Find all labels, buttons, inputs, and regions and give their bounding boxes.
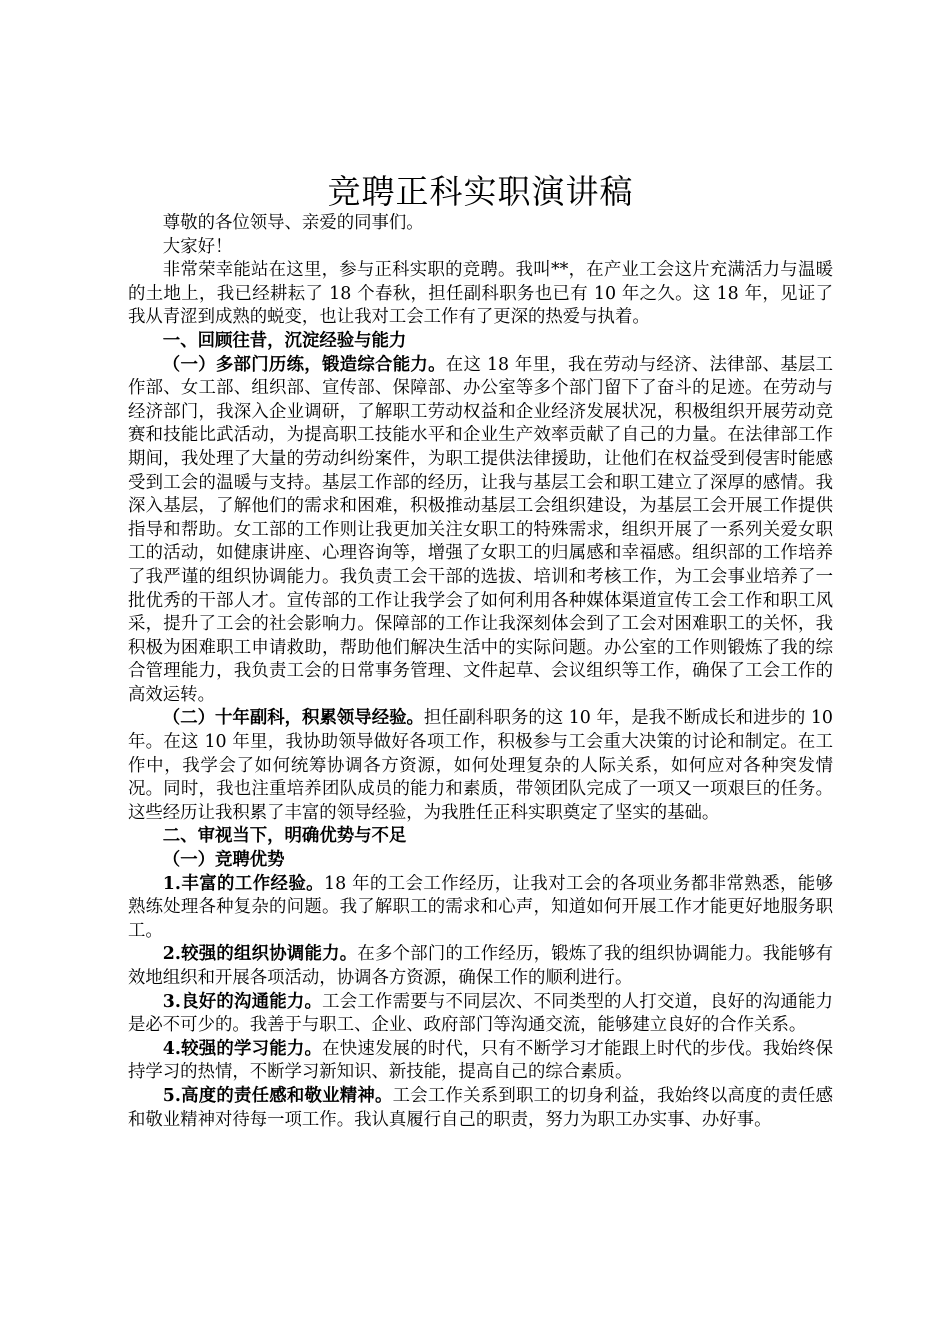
paragraph-text: 18 年的工会工作经历，让我对工会的各项业务都非常熟悉，能够熟练处理各种复杂的问题。我了解职工的需求和心声，知道如何开展工作才能更好地服务职工。 [128,873,833,941]
paragraph-lead: （二）十年副科，积累领导经验。 [162,708,424,729]
heading-text: （一）竞聘优势 [162,850,285,871]
body-paragraph [128,873,833,944]
body-paragraph [128,991,833,1038]
body-paragraph [128,943,833,990]
section-heading [128,825,833,849]
greeting-paragraph [128,236,833,260]
paragraph-lead: （一）多部门历练，锻造综合能力。 [162,354,446,375]
paragraph-text: 非常荣幸能站在这里，参与正科实职的竞聘。我叫**，在产业工会这片充满活力与温暖的土地上，我已经耕耘了 18 个春秋，担任副科职务也已有 10 年之久。这 18 年，见证了我从青涩到成熟的蜕变，也让我对工会工作有了更深的热爱与执着。 [128,260,833,328]
body-paragraph [128,1085,833,1132]
paragraph-lead: 4.较强的学习能力。 [162,1038,323,1059]
paragraph-lead: 5.高度的责任感和敬业精神。 [162,1085,393,1106]
paragraph-lead: 1.丰富的工作经验。 [162,873,325,894]
body-paragraph [128,707,833,825]
document-title: 竞聘正科实职演讲稿 [327,172,634,211]
paragraph-text: 在这 18 年里，我在劳动与经济、法律部、基层工作部、女工部、组织部、宣传部、保障部、办公室等多个部门留下了奋斗的足迹。在劳动与经济部门，我深入企业调研，了解职工劳动权益和企业经济发展状况，积极组织开展劳动竞赛和技能比武活动，为提高职工技能水平和企业生产效率贡献了自己的力量。在法律部工作期间，我处理了大量的劳动纠纷案件，为职工提供法律援助，让他们在权益受到侵害时能感受到工会的温暖与支持。基层工作部的经历，让我与基层工会和职工建立了深厚的感情。我深入基层，了解他们的需求和困难，积极推动基层工会组织建设，为基层工会开展工作提供指导和帮助。女工部的工作则让我更加关注女职工的特殊需求，组织开展了一系列关爱女职工的活动，如健康讲座、心理咨询等，增强了女职工的归属感和幸福感。组织部的工作培养了我严谨的组织协调能力。我负责工会干部的选拔、培训和考核工作，为工会事业培养了一批优秀的干部人才。宣传部的工作让我学会了如何利用各种媒体渠道宣传工会工作和职工风采，提升了工会的社会影响力。保障部的工作让我深刻体会到了工会对困难职工的关怀，我积极为困难职工申请救助，帮助他们解决生活中的实际问题。办公室的工作则锻炼了我的综合管理能力，我负责工会的日常事务管理、文件起草、会议组织等工作，确保了工会工作的高效运转。 [128,354,833,705]
body-paragraph [128,1038,833,1085]
body-paragraph [128,354,833,708]
paragraph-text: 在快速发展的时代，只有不断学习才能跟上时代的步伐。我始终保持学习的热情，不断学习新知识、新技能，提高自己的综合素质。 [128,1038,833,1083]
paragraph-text: 工会工作需要与不同层次、不同类型的人打交道，良好的沟通能力是必不可少的。我善于与职工、企业、政府部门等沟通交流，能够建立良好的合作关系。 [128,991,833,1036]
greeting-paragraph [128,212,833,236]
paragraph-text: 在多个部门的工作经历，锻炼了我的组织协调能力。我能够有效地组织和开展各项活动，协调各方资源，确保工作的顺利进行。 [128,944,833,988]
section-heading [128,330,833,354]
paragraph-lead: 2.较强的组织协调能力。 [162,944,358,965]
subsection-heading [128,849,833,873]
intro-paragraph [128,259,833,330]
paragraph-text: 担任副科职务的这 10 年，是我不断成长和进步的 10 年。在这 10 年里，我协助领导做好各项工作，积极参与工会重大决策的讨论和制定。在工作中，我学会了如何统筹协调各方资源，如何处理复杂的人际关系，如何应对各种突发情况。同时，我也注重培养团队成员的能力和素质，带领团队完成了一项又一项艰巨的任务。这些经历让我积累了丰富的领导经验，为我胜任正科实职奠定了坚实的基础。 [128,708,833,823]
paragraph-lead: 3.良好的沟通能力。 [162,991,323,1012]
paragraph-text: 大家好！ [162,236,233,257]
paragraph-text: 尊敬的各位领导、亲爱的同事们。 [162,213,424,233]
heading-text: 二、审视当下，明确优势与不足 [162,826,407,847]
heading-text: 一、回顾往昔，沉淀经验与能力 [162,330,407,351]
paragraph-text: 工会工作关系到职工的切身利益，我始终以高度的责任感和敬业精神对待每一项工作。我认真履行自己的职责，努力为职工办实事、办好事。 [128,1085,833,1130]
document-page [128,172,833,1132]
